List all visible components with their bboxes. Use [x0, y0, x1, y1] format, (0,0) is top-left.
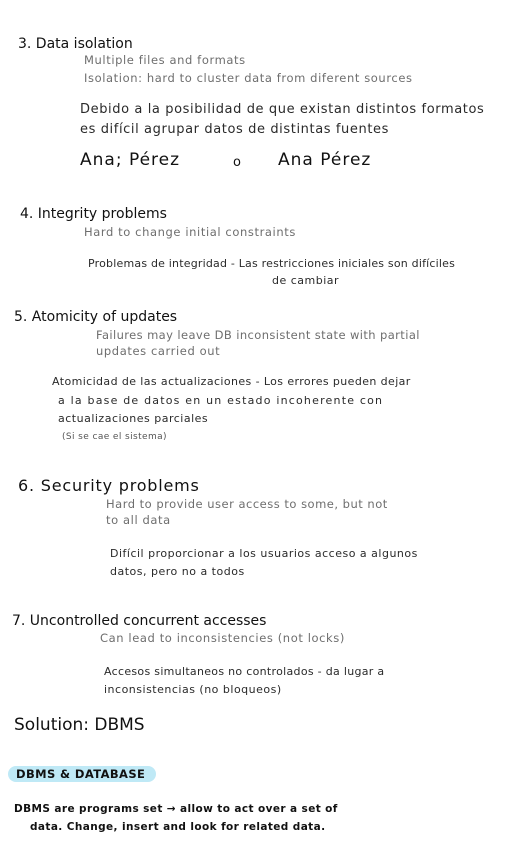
- definition-line-2: data. Change, insert and look for related data.: [30, 821, 326, 833]
- section-5-es-line-1: Atomicidad de las actualizaciones - Los errores pueden dejar: [52, 375, 411, 388]
- example-name-1: Ana; Pérez: [80, 150, 181, 170]
- definition-line-1: DBMS are programs set → allow to act over a set of: [14, 803, 338, 815]
- solution-title: Solution: DBMS: [14, 715, 145, 735]
- section-6-es-line-2: datos, pero no a todos: [110, 565, 245, 578]
- section-7-line-1: Can lead to inconsistencies (not locks): [100, 631, 345, 645]
- dbms-database-heading: DBMS & DATABASE: [16, 767, 146, 781]
- section-4-line-1: Hard to change initial constraints: [84, 225, 296, 239]
- section-5-heading: 5. Atomicity of updates: [14, 309, 178, 325]
- section-7-heading: 7. Uncontrolled concurrent accesses: [12, 613, 267, 629]
- section-6-line-1: Hard to provide user access to some, but not: [106, 497, 388, 511]
- example-name-2: Ana Pérez: [278, 150, 372, 170]
- section-5-note: (Si se cae el sistema): [62, 432, 167, 442]
- section-7-es-line-1: Accesos simultaneos no controlados - da lugar a: [104, 665, 385, 678]
- section-3-heading: 3. Data isolation: [18, 36, 133, 52]
- section-7-es-line-2: inconsistencias (no bloqueos): [104, 683, 282, 696]
- section-5-line-2: updates carried out: [96, 344, 221, 358]
- section-4-es-line-1: Problemas de integridad - Las restricciones iniciales son difíciles: [88, 257, 456, 270]
- section-3-es-line-1: Debido a la posibilidad de que existan distintos formatos: [80, 102, 485, 117]
- section-5-es-line-2: a la base de datos en un estado incoherente con: [58, 394, 384, 407]
- section-6-line-2: to all data: [106, 513, 171, 527]
- example-or: o: [233, 155, 242, 170]
- section-3-line-2: Isolation: hard to cluster data from diferent sources: [84, 71, 413, 85]
- section-4-heading: 4. Integrity problems: [20, 206, 167, 222]
- section-6-es-line-1: Difícil proporcionar a los usuarios acceso a algunos: [110, 547, 418, 560]
- section-5-line-1: Failures may leave DB inconsistent state with partial: [96, 328, 420, 342]
- section-6-heading: 6. Security problems: [18, 476, 200, 495]
- section-3-line-1: Multiple files and formats: [84, 53, 246, 67]
- section-3-es-line-2: es difícil agrupar datos de distintas fuentes: [80, 122, 389, 137]
- section-5-es-line-3: actualizaciones parciales: [58, 412, 209, 425]
- section-4-es-line-2: de cambiar: [272, 274, 340, 287]
